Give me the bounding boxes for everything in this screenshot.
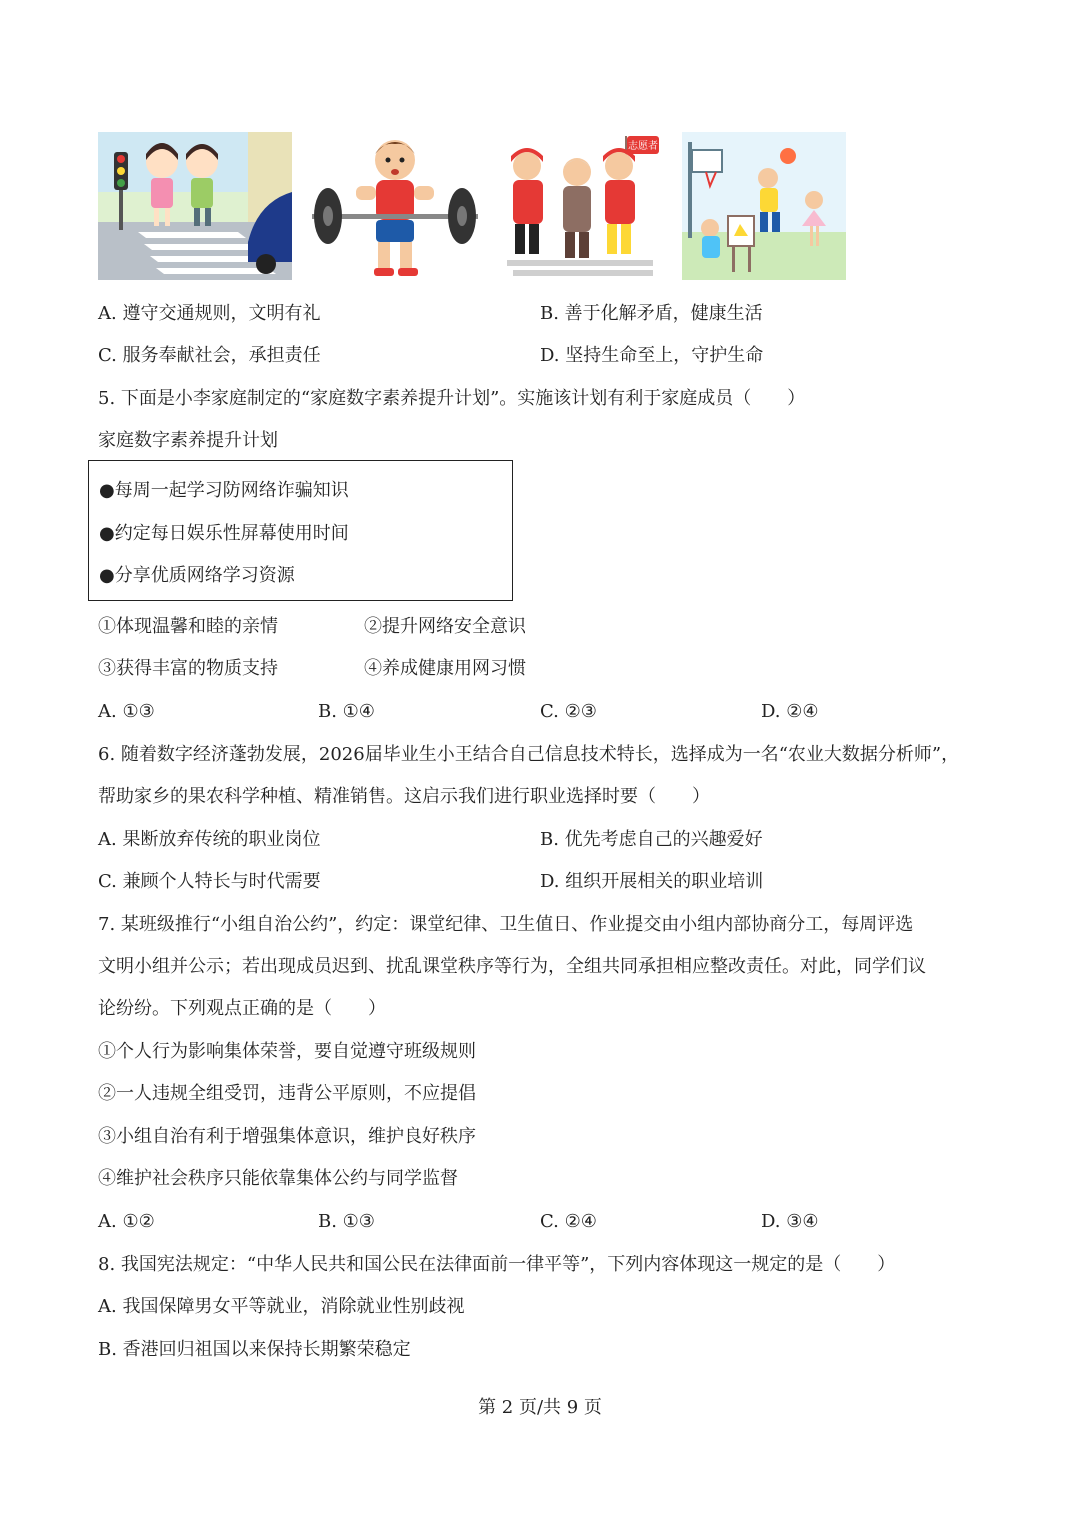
q5-statement-4: ④养成健康用网习惯 xyxy=(364,658,526,679)
q5-plan-item: ●分享优质网络学习资源 xyxy=(99,565,295,586)
q8-stem: 8. 我国宪法规定：“中华人民共和国公民在法律面前一律平等”，下列内容体现这一规定的是（ ） xyxy=(98,1254,896,1275)
q5-statement-2: ②提升网络安全意识 xyxy=(364,616,526,637)
kids-activities-illustration xyxy=(682,132,846,280)
q5-plan-item: ●约定每日娱乐性屏幕使用时间 xyxy=(99,523,349,544)
q5-option-c: C. ②③ xyxy=(540,701,597,722)
q6-option-d: D. 组织开展相关的职业培训 xyxy=(540,871,764,892)
sports-arts-icon xyxy=(682,132,846,280)
q6-stem-line2: 帮助家乡的果农科学种植、精准销售。这启示我们进行职业选择时要（ ） xyxy=(98,786,710,807)
q6-option-b: B. 优先考虑自己的兴趣爱好 xyxy=(540,829,763,850)
q7-option-b: B. ①③ xyxy=(318,1211,375,1232)
volunteer-icon xyxy=(497,132,663,280)
q6-stem-line1: 6. 随着数字经济蓬勃发展，2026届毕业生小王结合自己信息技术特长，选择成为一名“农业大数据分析师”， xyxy=(98,744,960,765)
q7-stem-line1: 7. 某班级推行“小组自治公约”，约定：课堂纪律、卫生值日、作业提交由小组内部协商分工，每周评选 xyxy=(98,914,914,935)
q8-option-b: B. 香港回归祖国以来保持长期繁荣稳定 xyxy=(98,1339,411,1360)
traffic-crossing-illustration xyxy=(98,132,292,280)
q4-option-d: D. 坚持生命至上，守护生命 xyxy=(540,345,764,366)
q5-stem: 5. 下面是小李家庭制定的“家庭数字素养提升计划”。实施该计划有利于家庭成员（ ） xyxy=(98,388,806,409)
q5-statement-1: ①体现温馨和睦的亲情 xyxy=(98,616,278,637)
q5-option-d: D. ②④ xyxy=(761,701,819,722)
q5-statement-3: ③获得丰富的物质支持 xyxy=(98,658,278,679)
q4-option-c: C. 服务奉献社会，承担责任 xyxy=(98,345,321,366)
page-footer: 第 2 页/共 9 页 xyxy=(478,1397,602,1418)
volunteer-flag-text: 志愿者 xyxy=(628,141,658,152)
q7-statement-4: ④维护社会秩序只能依靠集体公约与同学监督 xyxy=(98,1168,458,1189)
q8-option-a: A. 我国保障男女平等就业，消除就业性别歧视 xyxy=(98,1296,465,1317)
q7-statement-1: ①个人行为影响集体荣誉，要自觉遵守班级规则 xyxy=(98,1041,476,1062)
q7-stem-line3: 论纷纷。下列观点正确的是（ ） xyxy=(98,998,386,1019)
q7-option-d: D. ③④ xyxy=(761,1211,819,1232)
q4-option-a: A. 遵守交通规则，文明有礼 xyxy=(98,303,321,324)
weightlifting-icon xyxy=(302,132,488,280)
weightlifter-illustration xyxy=(302,132,488,280)
volunteers-illustration xyxy=(497,132,663,280)
q7-stem-line2: 文明小组并公示；若出现成员迟到、扰乱课堂秩序等行为，全组共同承担相应整改责任。对此，同学们议 xyxy=(98,956,926,977)
q5-option-a: A. ①③ xyxy=(98,701,155,722)
traffic-crossing-icon xyxy=(98,132,292,280)
q7-statement-3: ③小组自治有利于增强集体意识，维护良好秩序 xyxy=(98,1126,476,1147)
q7-statement-2: ②一人违规全组受罚，违背公平原则，不应提倡 xyxy=(98,1083,476,1104)
q5-plan-item: ●每周一起学习防网络诈骗知识 xyxy=(99,480,349,501)
q6-option-a: A. 果断放弃传统的职业岗位 xyxy=(98,829,321,850)
q7-option-a: A. ①② xyxy=(98,1211,155,1232)
q6-option-c: C. 兼顾个人特长与时代需要 xyxy=(98,871,321,892)
q7-option-c: C. ②④ xyxy=(540,1211,597,1232)
q5-option-b: B. ①④ xyxy=(318,701,375,722)
q5-plan-title: 家庭数字素养提升计划 xyxy=(98,430,278,451)
q4-option-b: B. 善于化解矛盾，健康生活 xyxy=(540,303,763,324)
q5-plan-box xyxy=(88,460,513,601)
